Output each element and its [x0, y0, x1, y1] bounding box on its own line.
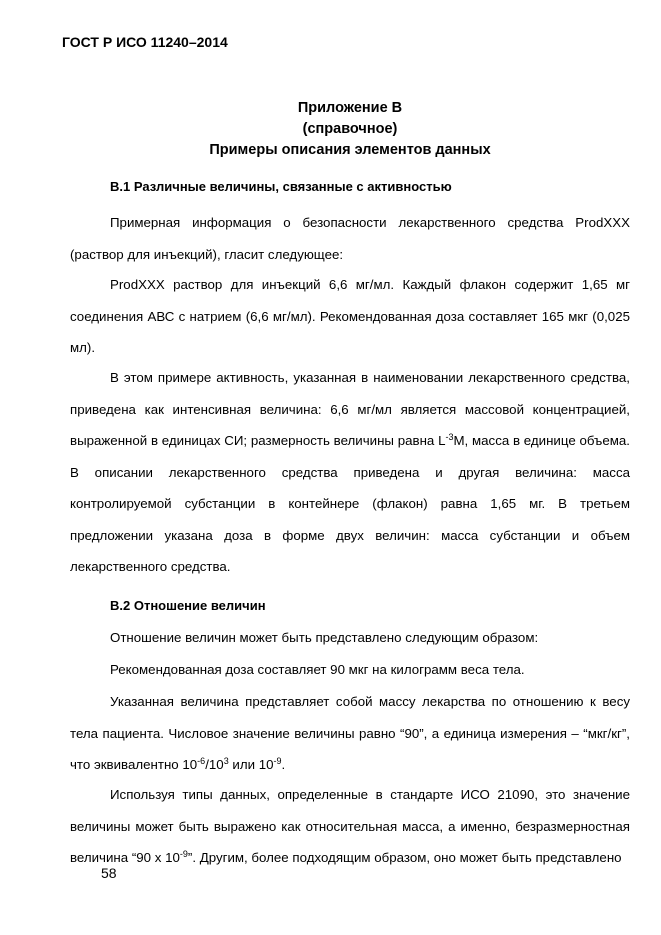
- paragraph: [70, 362, 630, 583]
- superscript: 3: [223, 756, 229, 766]
- standard-header: ГОСТ Р ИСО 11240–2014: [62, 34, 228, 50]
- superscript: -9: [273, 756, 282, 766]
- paragraph-text: .: [281, 757, 286, 772]
- superscript: -3: [445, 432, 454, 442]
- paragraph-text: или 10: [228, 757, 274, 772]
- paragraph: [70, 779, 630, 874]
- paragraph-text: Используя типы данных, определенные в стандарте ИСО 21090, это значение величины может быть выражено как относительная масса, а именно, безразмерностная величина “90 x 10: [70, 787, 630, 865]
- appendix-status: (справочное): [302, 121, 398, 137]
- section-heading-b2: В.2 Отношение величин: [110, 598, 266, 613]
- superscript: -9: [179, 849, 188, 859]
- paragraph-text: /10: [205, 757, 224, 772]
- paragraph: Отношение величин может быть представлено следующим образом:: [110, 630, 539, 645]
- paragraph: ProdXXX раствор для инъекций 6,6 мг/мл. Каждый флакон содержит 1,65 мг соединения АВС с натрием (6,6 мг/мл). Рекомендованная доза составляет 165 мкг (0,025 мл).: [70, 277, 630, 355]
- section-heading-b1: В.1 Различные величины, связанные с активностью: [110, 179, 452, 194]
- paragraph-text: M, масса в единице объема. В описании лекарственного средства приведена и другая величина: масса контролируемой субстанции в контейнере (флакон) равна 1,65 мг. В третьем предложении указана доза в форме двух величин: масса субстанции и объем лекарственного средства.: [70, 433, 630, 574]
- paragraph-text: Указанная величина представляет собой массу лекарства по отношению к весу тела пациента. Числовое значение величины равно “90”, а единица измерения – “мкг/кг”, что эквивалентно 10: [70, 694, 630, 772]
- paragraph-text: ”. Другим, более подходящим образом, оно может быть представлено: [187, 850, 622, 865]
- paragraph-text: В этом примере активность, указанная в наименовании лекарственного средства, приведена как интенсивная величина: 6,6 мг/мл является массовой концентрацией, выраженной в единицах СИ; размерность величины равна L: [70, 370, 630, 448]
- page-number: 58: [101, 865, 117, 881]
- appendix-subtitle: Примеры описания элементов данных: [209, 142, 491, 158]
- paragraph: Примерная информация о безопасности лекарственного средства ProdXXX (раствор для инъекций), гласит следующее:: [70, 215, 630, 262]
- paragraph: [70, 686, 630, 781]
- appendix-title: Приложение В: [297, 100, 403, 116]
- superscript: -6: [197, 756, 206, 766]
- paragraph: Рекомендованная доза составляет 90 мкг на килограмм веса тела.: [110, 662, 525, 677]
